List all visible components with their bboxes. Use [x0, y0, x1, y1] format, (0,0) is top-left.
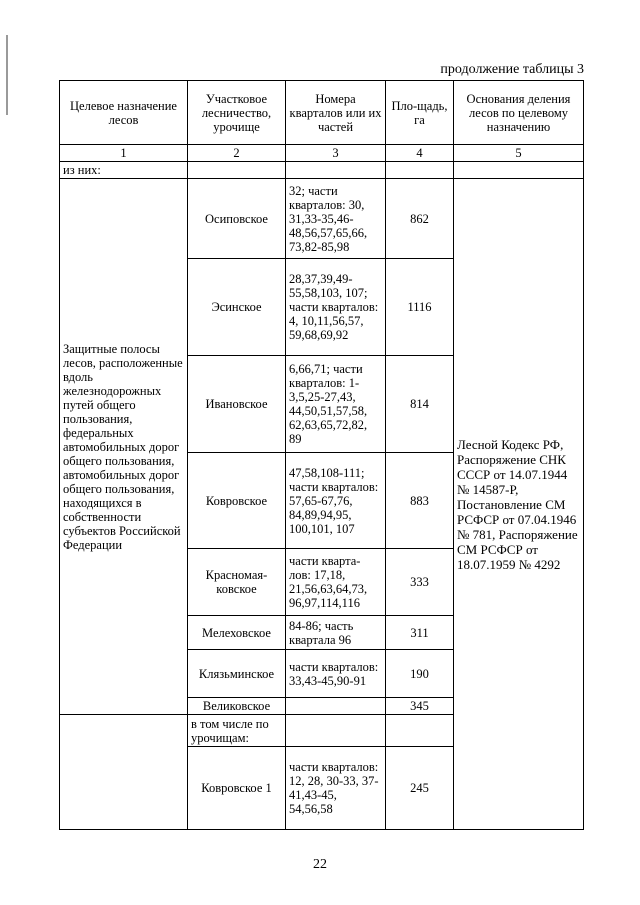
of-them-label: из них: [60, 162, 188, 179]
column-number: 3 [286, 145, 386, 162]
header-area: Пло-щадь, га [386, 81, 454, 145]
forestry-name: Ковровское 1 [188, 747, 286, 830]
area-cell: 1116 [386, 259, 454, 356]
area-cell: 190 [386, 650, 454, 698]
table-row [60, 179, 584, 259]
scan-edge-line [6, 35, 8, 115]
column-number: 5 [454, 145, 584, 162]
quarters-cell: 47,58,108-111; части кварталов: 57,65-67,76, 84,89,94,95, 100,101, 107 [286, 453, 386, 549]
area-cell: 862 [386, 179, 454, 259]
quarters-cell: части кварталов: 33,43-45,90-91 [286, 650, 386, 698]
purpose-cell: Защитные полосы лесов, расположенные вдоль железнодорожных путей общего пользования, федеральных автомобильных дорог общего пользования, автомобильных дорог общего пользования, находящихся в собственности субъектов Российской Федерации [60, 179, 188, 715]
basis-cell: Лесной Кодекс РФ, Распоряжение СНК СССР от 14.07.1944 № 14587-Р, Постановление СМ РСФСР от 07.04.1946 № 781, Распоряжение СМ РСФСР от 18.07.1959 № 4292 [454, 179, 584, 830]
area-cell: 814 [386, 356, 454, 453]
area-cell: 245 [386, 747, 454, 830]
quarters-cell: части кварта-лов: 17,18, 21,56,63,64,73, 96,97,114,116 [286, 549, 386, 616]
subgroup-label: в том числе по урочищам: [188, 715, 286, 747]
header-quarters: Номера кварталов или их частей [286, 81, 386, 145]
table-caption: продолжение таблицы 3 [440, 62, 584, 77]
header-basis: Основания деления лесов по целевому назначению [454, 81, 584, 145]
area-cell: 311 [386, 616, 454, 650]
quarters-cell: части кварталов: 12, 28, 30-33, 37-41,43-45, 54,56,58 [286, 747, 386, 830]
forestry-name: Эсинское [188, 259, 286, 356]
column-number: 1 [60, 145, 188, 162]
forestry-name: Великовское [188, 698, 286, 715]
header-row [60, 81, 584, 145]
area-cell: 345 [386, 698, 454, 715]
of-them-row [60, 162, 584, 179]
forestry-name: Клязьминское [188, 650, 286, 698]
forestry-name: Ивановское [188, 356, 286, 453]
area-cell [386, 715, 454, 747]
area-cell: 333 [386, 549, 454, 616]
quarters-cell [286, 698, 386, 715]
quarters-cell [286, 715, 386, 747]
quarters-cell: 32; части кварталов: 30, 31,33-35,46-48,56,57,65,66, 73,82-85,98 [286, 179, 386, 259]
header-forestry: Участковое лесничество, урочище [188, 81, 286, 145]
column-number-row [60, 145, 584, 162]
forest-table [59, 80, 584, 830]
column-number: 2 [188, 145, 286, 162]
quarters-cell: 84-86; часть квартала 96 [286, 616, 386, 650]
column-number: 4 [386, 145, 454, 162]
forestry-name: Осиповское [188, 179, 286, 259]
forestry-name: Красномая-ковское [188, 549, 286, 616]
quarters-cell: 28,37,39,49-55,58,103, 107; части кварталов: 4, 10,11,56,57, 59,68,69,92 [286, 259, 386, 356]
header-purpose: Целевое назначение лесов [60, 81, 188, 145]
forestry-name: Ковровское [188, 453, 286, 549]
forestry-name: Мелеховское [188, 616, 286, 650]
area-cell: 883 [386, 453, 454, 549]
quarters-cell: 6,66,71; части кварталов: 1-3,5,25-27,43, 44,50,51,57,58, 62,63,65,72,82, 89 [286, 356, 386, 453]
purpose-cell-empty [60, 715, 188, 830]
page-number: 22 [313, 857, 327, 872]
